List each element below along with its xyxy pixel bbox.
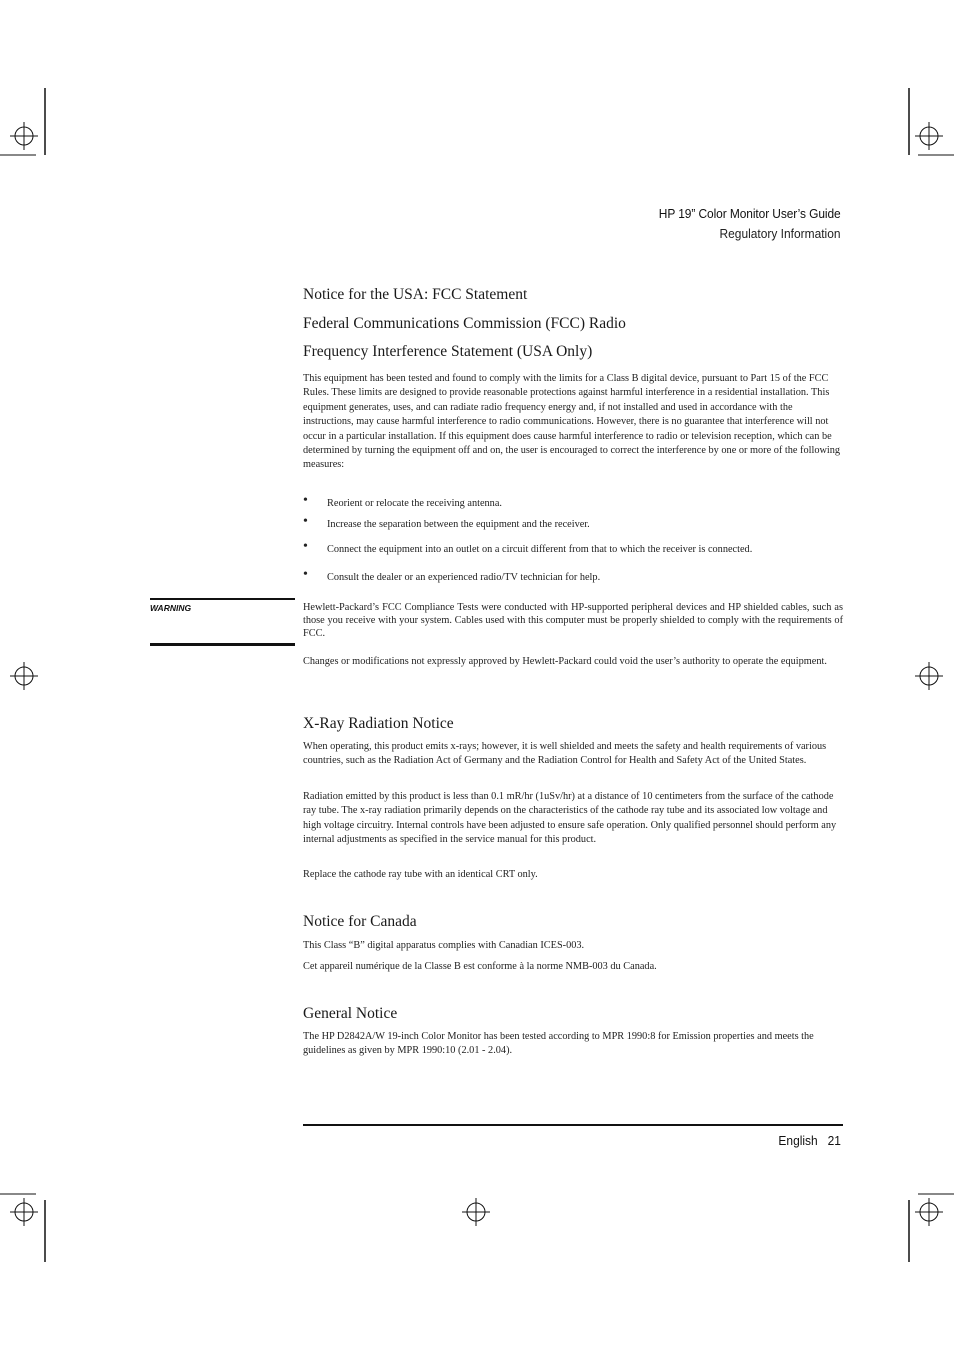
footer-rule xyxy=(303,1124,843,1126)
warning-label: WARNING xyxy=(150,603,192,613)
general-heading: General Notice xyxy=(303,1005,398,1022)
footer-language: English xyxy=(778,1133,818,1148)
page-footer xyxy=(778,1133,841,1148)
general-paragraph: The HP D2842A/W 19-inch Color Monitor has been tested according to MPR 1990:8 for Emission properties and meets the guidelines as given by MPR 1990:10 (2.01 - 2.04). xyxy=(303,1031,814,1057)
fcc-changes-text: Changes or modifications not expressly approved by Hewlett-Packard could void the user’s authority to operate the equipment. xyxy=(303,656,827,667)
bullet-icon: • xyxy=(303,493,308,508)
fcc-heading: Notice for the USA: FCC Statement xyxy=(303,286,528,303)
xray-heading: X-Ray Radiation Notice xyxy=(303,715,454,732)
bullet-icon: • xyxy=(303,539,308,554)
page-number: 21 xyxy=(827,1133,841,1148)
fcc-paragraph: This equipment has been tested and found to comply with the limits for a Class B digital device, pursuant to Part 15 of the FCC Rules. These limits are designed to provide reasonable protections against harmful interference in a residential installation. This equipment generates, uses, and can radiate radio frequency energy and, if not installed and used in accordance with the instructions, may cause harmful interference to radio communications. However, there is no guarantee that interference will not occur in a particular installation. If this equipment does cause harmful interference to radio or television reception, which can be determined by turning the equipment off and on, the user is encouraged to correct the interference by one or more of the following measures: xyxy=(303,373,841,471)
running-header-subtitle: Regulatory Information xyxy=(720,226,841,241)
fcc-subheading-2: Frequency Interference Statement (USA Only) xyxy=(303,343,593,360)
xray-paragraph-2: Radiation emitted by this product is less than 0.1 mR/hr (1uSv/hr) at a distance of 10 centimeters from the surface of the cathode ray tube. The x-ray radiation primarily depends on the characteristics of the cathode ray tube and its associated low voltage and high voltage circuitry. Internal controls have been adjusted to ensure safe operation. Only qualified personnel should perform any internal adjustments as specified in the service manual for this product. xyxy=(303,791,837,846)
fcc-subheading-1: Federal Communications Commission (FCC) Radio xyxy=(303,315,626,332)
xray-paragraph-3: Replace the cathode ray tube with an identical CRT only. xyxy=(303,869,538,880)
canada-heading: Notice for Canada xyxy=(303,913,417,930)
running-header-title: HP 19” Color Monitor User’s Guide xyxy=(659,206,841,221)
xray-paragraph-1: When operating, this product emits x-rays; however, it is well shielded and meets the safety and health requirements of various countries, such as the Radiation Act of Germany and the Radiation Control for Health and Safety Act of the United States. xyxy=(303,741,827,767)
warning-text: Hewlett-Packard’s FCC Compliance Tests were conducted with HP-supported peripheral devices and HP shielded cables, such as those you receive with your system. Cables used with this computer must be properly shielded to comply with the requirements of FCC. xyxy=(303,602,843,640)
bullet-icon: • xyxy=(303,567,308,582)
canada-paragraph-2: Cet appareil numérique de la Classe B est conforme à la norme NMB-003 du Canada. xyxy=(303,961,657,972)
canada-paragraph-1: This Class “B” digital apparatus complies with Canadian ICES-003. xyxy=(303,940,585,951)
bullet-icon: • xyxy=(303,514,308,529)
warning-bottom-rule xyxy=(150,643,295,646)
warning-top-rule xyxy=(150,598,295,600)
